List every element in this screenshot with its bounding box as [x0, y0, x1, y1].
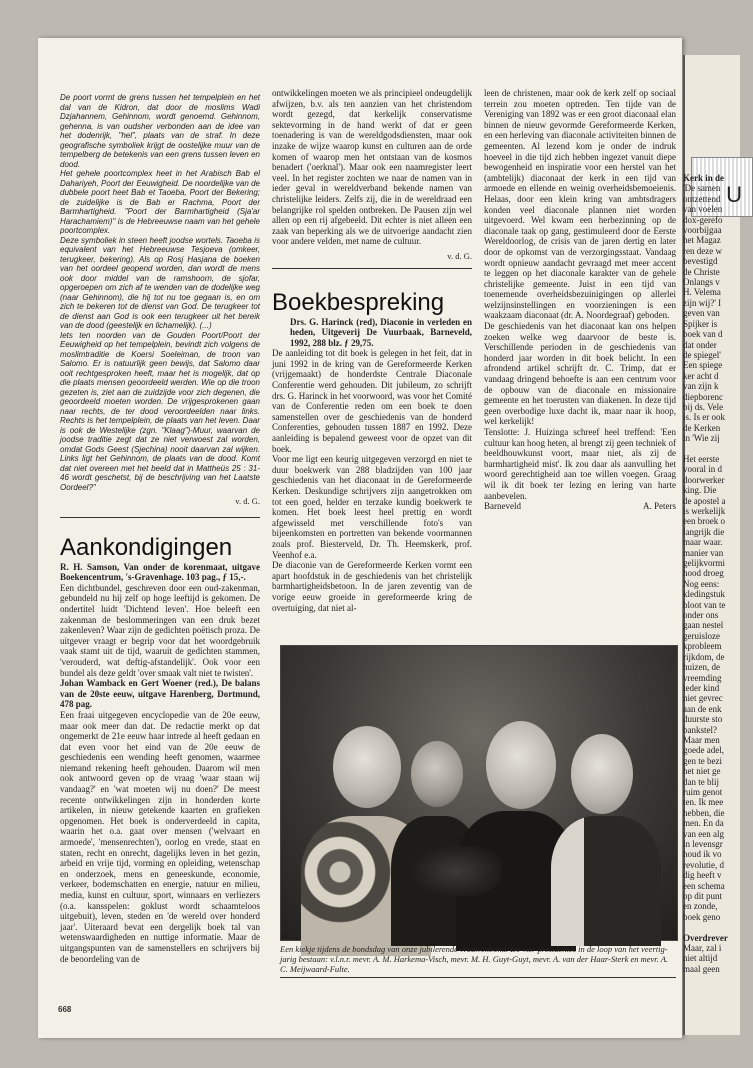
- next-page-line: Kerk in de: [683, 173, 725, 183]
- section-divider: [60, 517, 260, 518]
- page-number: 668: [58, 1005, 72, 1014]
- next-page-line: zijn wij?' I: [683, 297, 722, 308]
- photo-caption: Een kiekje tijdens de bondsdag van onze jubilerende vrouwenbond. De vier presidentes in de loop van het veertig-jarig bestaan: v.l.n.r. mevr. A. M. Harkema-Visch, mevr. M. H. Guyt-Guyt, mevr. A. van der Haar-Sterk en mevr. A. C. Meijwaard-Fulte.: [280, 944, 676, 978]
- next-page-line: de Christe: [683, 266, 720, 277]
- next-page-line: maar waar.: [683, 537, 723, 548]
- next-page-line: van een alg: [683, 828, 724, 839]
- next-page-line: langrijk die: [683, 526, 725, 537]
- next-page-line: is. Is er ook: [683, 412, 725, 423]
- next-page-line: rijkdom, de: [683, 651, 725, 662]
- next-page-line: de spiegel': [683, 349, 721, 360]
- next-page-line: de apostel a: [683, 495, 726, 506]
- next-page-line: voorbijgaa: [683, 225, 722, 236]
- next-page-line: vooral in d: [683, 464, 722, 475]
- next-page-line: men. En da: [683, 818, 724, 829]
- next-page-line: dat onder: [683, 339, 717, 350]
- review-book-head: Drs. G. Harinck (red), Diaconie in verleden en heden, Uitgeverij De Vuurbaak, Barneveld, 1992, 288 blz. ƒ 29,75.: [290, 316, 472, 348]
- next-page-line: gen te bezi: [683, 755, 722, 766]
- byline-place: Barneveld: [484, 501, 521, 512]
- next-page-line: ten. Ik mee: [683, 797, 724, 808]
- next-page-line: hebben, die: [683, 807, 725, 818]
- next-page-line: maal geen: [683, 963, 720, 974]
- next-page-line: in levensgr: [683, 839, 723, 849]
- announcement-1-head: R. H. Samson, Van onder de korenmaat, uitgave Boekencentrum, 's-Gravenhage. 103 pag., ƒ 15,-.: [60, 561, 260, 583]
- next-page-line: dig heeft v: [683, 870, 722, 881]
- next-page-line: bij ds. Vele: [683, 401, 724, 412]
- middle-column: [272, 88, 472, 613]
- next-page-line: van voelen: [683, 204, 723, 215]
- next-page-line: niet altijd: [683, 953, 718, 964]
- next-page-line: aan de enk: [683, 703, 722, 714]
- next-page-line: revolutie, d: [683, 859, 724, 870]
- next-page-line: boek geno: [683, 911, 721, 922]
- next-page-line: in 'Wie zij: [683, 433, 720, 444]
- next-page-line: en zonde,: [683, 901, 718, 912]
- next-page-line: huizen, de: [683, 662, 720, 673]
- next-page-line: gelijkvormi: [683, 558, 725, 569]
- review-paragraph-2: Voor me ligt een keurig uitgegeven verzorgd en niet te duur boekwerk van 288 bladzijden van 100 jaar geschiedenis van het diaconaat in de Gereformeerde Kerken. Deskundige schrijvers zijn aangetrokken om tot een goed, helder en terzake kundig boekwerk te komen. Het boek leest heel prettig en wordt afgewisseld met verschillende foto's van bijeenkomsten en portretten van bekende voormannen zoals prof. Biesterveld, Dr. Th. Heemskerk, prof. Veenhof e.a.: [272, 454, 472, 560]
- section-divider: [272, 268, 472, 269]
- intro-paragraph-3: Deze symboliek in steen heeft joodse wortels. Taoeba is equivalent van het Hebreeuwse Tesjoeva (omkeer, terugkeer, bekering). Als op Rosj Hasjana de boeken van het oordeel geopend worden, dan wordt de mens ook door middel van de ramshoorn, de sjofar, opgeroepen om zich af te wenden van de dodelijke weg (naar Gehinnom), die hij tot nu toe gegaan is, en om zich te bekeren tot de dienst van God. De terugkeer tot de dienst aan God is ook een terugkeer uit het bereik van de dood (geestelijk en lichamelijk). (...): [60, 235, 260, 330]
- next-page-line: hood droeg: [683, 568, 724, 579]
- group-photo: [280, 645, 678, 941]
- right-paragraph-3: Tenslotte: J. Huizinga schreef heel treffend: 'Een cultuur kan hoog heten, al brengt zij geen techniek of beeldhouwkunst voort, maar niet, als zij de barmhartigheid mist'. Ik zou daar als aanvulling het woord gerechtigheid aan toe willen voegen. Graag wil ik dit boek ter lezing en lering van harte aanbevelen.: [484, 427, 676, 501]
- next-page-line: bankstel?: [683, 724, 717, 735]
- next-page-line: de Kerken: [683, 422, 721, 433]
- next-page-line: Een spiege: [683, 360, 723, 371]
- right-paragraph-2: De geschiedenis van het diaconaat kan ons helpen zoeken welke weg daarvoor de beste is. Verschillende perioden in de geschiedenis van honderd jaar worden in dit boek belicht. In een afrondend artikel schrijft dr. C. Trimp, dat er vandaag dringend behoefte is aan een centrum voor de opbouw van de diaconale en missionaire gemeente en het toerusten van diakenen. In deze tijd geen overbodige luxe dacht ik, maar naar ik hoop, wel kerkelijk!: [484, 321, 676, 427]
- next-page-line: gaan nestel: [683, 620, 724, 631]
- next-page-line: [683, 444, 728, 454]
- next-page-line: ruim genot: [683, 786, 723, 797]
- review-continuation: ontwikkelingen moeten we als principieel ondeugdelijk afwijzen, b.v. als ten aanzien van het christendom wordt gezegd, dat kerkelijk conservatisme sektevorming in de hand werkt of dat er geen toenadering is van de wereldgodsdiensten, maar ook inzake de wijze waarop kunst en culturen aan de orde komen of waarop men het ontstaan van de kosmos benadert ('oerknal'). Maar ook een naamregister leert veel. In het register zochten we naar de namen van in ieder geval in wereldverband bekende namen van christelijke leiders. Zelfs zij, die in de wereldraad een belangrijke rol spelden ontbreken. De Pausen zijn wel allen op een rij afgebeeld. Dit echter is niet alleen een zaak van beperking als we de uitvoerige aandacht zien voor andere velden, met name de cultuur.: [272, 88, 472, 247]
- next-page-line: bloot van te: [683, 599, 726, 610]
- woman-2-face: [411, 741, 463, 807]
- next-page-line: kprobleem: [683, 641, 722, 652]
- next-page-line: 'De samen: [683, 183, 721, 194]
- next-page-text: [683, 173, 728, 974]
- next-page-line: diepborenc: [683, 391, 723, 402]
- next-page-line: duurste sto: [683, 714, 723, 725]
- intro-paragraph-1: De poort vormt de grens tussen het tempelplein en het dal van de Kidron, dat door de moslims Wadi Dzjahannem, Gehinnom, wordt genoemd. Gehinnom, gehenna, is van oudsher verbonden aan de idee van het dodenrijk, "hel", plaats van de straf. In deze geografische symboliek krijgt de oostelijke muur van de tempelberg de betekenis van een grens tussen leven en dood.: [60, 93, 260, 169]
- next-page-line: boek van d: [683, 329, 723, 340]
- next-page-line: op dit punt: [683, 891, 723, 902]
- byline-author: A. Peters: [643, 501, 676, 512]
- next-page-line: houd ik vo: [683, 849, 722, 860]
- next-page-line: king. Die: [683, 485, 717, 496]
- next-page-line: niet gevrec: [683, 693, 723, 704]
- next-page-line: ker acht d: [683, 370, 719, 381]
- woman-4-dress: [551, 816, 661, 946]
- review-byline: [484, 501, 676, 512]
- next-page-line: is werkelijk: [683, 506, 726, 516]
- intro-paragraph-4: Iets ten noorden van de Gouden Poort/Poort der Eeuwigheid op het tempelplein, bevindt zich volgens de moslimtraditie de Koersi Soeleiman, de troon van Salomo. Er is natuurlijk geen bewijs, dat Salomo daar ooit rechtgesproken heeft, maar het is mogelijk, dat op die plaats mensen geoordeeld werden. Wie op die troon gezeten is, ziet aan de zuidzijde voor zich degenen, die geoordeeld moeten worden. De vrijgesprokenen gaan naar rechts, de ter dood veroordeelden naar links. Rechts is het tempelplein, de plaats van het leven. Daar is ook de Westelijke (zgn. "Klaag")-Muur, waarvan de joodse traditie zegt dat ze niet verwoest zal worden, omdat Gods Geest (Sjechina) nooit daarvan zal wijken. Links ligt het Gehinnom, de plaats van de dood. Komt dat niet overeen met het beeld dat in Mattheüs 25 : 31-46 wordt geschetst, bij de beschrijving van het Laatste Oordeel?": [60, 330, 260, 492]
- review-paragraph-1: De aanleiding tot dit boek is gelegen in het feit, dat in juni 1992 in de kring van de Gereformeerde Kerken (vrijgemaakt) de honderdste Centrale Diaconale Conferentie werd gehouden. Dit jubileum, zo schrijft drs. G. Harinck in het voorwoord, was voor het Comité van de Conferentie reden om een boek te doen samenstellen over de geschiedenis van de honderd Conferenties, gehouden tussen 1887 en 1992. Deze aanleiding is bepalend geweest voor de opzet van dit boek.: [272, 348, 472, 454]
- next-page-line: geruisloze: [683, 630, 720, 641]
- next-page-line: Nog eens:: [683, 578, 720, 589]
- banner-letter: U: [726, 182, 742, 207]
- aankondigingen-title: Aankondigingen: [60, 533, 233, 561]
- right-paragraph-1: leen de christenen, maar ook de kerk zelf op sociaal terrein zou moeten optreden. Ten tijde van de Vereniging van 1892 was er een groot diaconaal elan binnen de nieuw gevormde Gereformeerde Kerken, en een herleving van diaconale activiteiten binnen de gemeenten. Al lezend kom je onder de indruk hoeveel in die tijd zich hebben ingezet vanuit diepe bewogenheid en inspiratie voor een herstel van het (ambtelijk) diaconaat der kerk in een tijd van armoede en ellende en weinig overheidsbemoeienis. Helaas, door een klein kring van ambtsdragers konden veel diaconale plannen niet worden uitgevoerd. Wel kwam een herbezinning op de diaconale taak op gang, gestimuleerd door de Eerste Wereldoorlog, de crisis van de jaren dertig en later door de opkomst van de verzorgingsstaat. Vandaag wordt opnieuw aandacht gevraagd met meer accent te leggen op het diaconale karakter van de gehele christelijke gemeente. Juist in een tijd van toenemende overheidsbezuinigingen op allerlei welzijnsinstellingen en voorzieningen is een waakzaam diaconaat (dr. A. Noordegraaf) geboden.: [484, 88, 676, 321]
- next-page-line: vreemding: [683, 672, 722, 683]
- next-page-line: Onlangs v: [683, 277, 720, 288]
- left-column: [60, 93, 260, 964]
- next-page-line: onder ons: [683, 610, 719, 621]
- announcement-2-body: Een fraai uitgegeven encyclopedie van de 20e eeuw, maar ook meer dan dat. De redactie merkt op dat ongemerkt de 21e eeuw haar intrede al heeft gedaan en dat even voor het eind van de 20e eeuw de geschiedenis een wending heeft genomen, waarmee niemand rekening heeft gehouden. Daarom wil men ook antwoord geven op de vraag 'waar staan wij vandaag?' en 'wat moeten wij nu doen?' De meest recente ontwikkelingen zijn in honderden korte artikelen, in nieuw getekende kaarten en grafieken opgenomen. Het boek is onderverdeeld in capita, waarin het o.a. gaat over mensen ('welvaart en armoede', 'mensenrechten'), oorlog en vrede, staat en staten, recht en onrecht, dagelijks leven in het gezin, arbeid en vrije tijd, vorming en opleiding, wetenschap en onderzoek, mens en geneeskunde, economie, verkeer, bodemschatten en energie, natuur en milieu, media, kunst en cultuur, sport, winnaars en verliezers (o.a. kansspelen: goklust wordt schaamteloos uitgebuit), leven, steden en 'de wereld over honderd jaar'. Uiteraard bevat een dergelijk boek tal van wetenswaardigheden en nuttige informatie. Maar de uitgangspunten van de samenstellers en schrijvers bij de beoordeling van de: [60, 709, 260, 964]
- next-page-line: een broek o: [683, 516, 725, 527]
- intro-quote: [60, 93, 260, 492]
- next-page-line: manier van: [683, 547, 724, 558]
- next-page-edge: [683, 55, 740, 1035]
- woman-1-face: [333, 726, 401, 808]
- intro-paragraph-2: Het gehele poortcomplex heet in het Arabisch Bab el Dahariyeh, Poort der Eeuwigheid. De noordelijke van de dubbele poort heet Bab et Taoeba, Poort der Bekering; de zuidelijke is de Bab er Rachma, Poort der Barmhartigheid. "Poort der Barmhartigheid (Sja'ar Harachamiem)" is de Hebreeuwse naam van het gehele poortcomplex.: [60, 169, 260, 235]
- next-page-line: het Magaz: [683, 235, 721, 246]
- next-page-line: van zijn k: [683, 381, 719, 392]
- next-page-line: bevestigd: [683, 256, 718, 267]
- next-page-line: ren deze w: [683, 245, 722, 256]
- woman-3-face: [486, 721, 556, 809]
- next-page-line: Spijker is: [683, 318, 718, 329]
- next-page-line: Het eerste: [683, 453, 720, 464]
- review-signature: v. d. G.: [447, 250, 472, 261]
- next-page-line: een schema: [683, 880, 725, 891]
- right-column: [484, 88, 676, 512]
- next-page-line: H. Velema: [683, 287, 721, 298]
- next-page-line: dan te blij: [683, 776, 719, 787]
- next-page-line: kledingstuk: [683, 589, 725, 600]
- next-page-line: ontzettend: [683, 193, 721, 204]
- next-page-line: dox-gerefo: [683, 214, 723, 225]
- flower-bouquet: [411, 846, 501, 896]
- announcement-2-head: Johan Wamback en Gert Woener (red.), De balans van de 20ste eeuw, uitgave Harenberg, Dortmund, 478 pag.: [60, 678, 260, 710]
- announcement-1-body: Een dichtbundel, geschreven door een oud-zakenman, gebundeld nu hij zelf op hoge leeftijd is gekomen. De ondertitel luidt 'Dichtend leven'. Hoe beleeft een zakenman de beslommeringen van een druk bezet zakenleven? Waar zijn de gedichten poëtisch proza. De uitgever vraagt er begrip voor dat het woordgebruik vaak stamt uit de tijd, waaruit de gedichten stammen, 'verouderd, wat deftig-afstandelijk'. Ook voor een bundel als deze geldt 'over smaak valt niet te twisten'.: [60, 582, 260, 678]
- next-page-line: Maar men: [683, 734, 720, 745]
- next-page-line: goede adel,: [683, 745, 724, 756]
- boekbespreking-title: Boekbespreking: [272, 288, 445, 316]
- woman-4-face: [571, 734, 633, 814]
- next-page-line: het niet ge: [683, 766, 721, 777]
- next-page-line: [683, 922, 728, 932]
- next-page-line: geven van: [683, 308, 720, 319]
- next-page-line: doorwerker: [683, 474, 725, 485]
- next-page-line: Overdrever: [683, 932, 728, 943]
- next-page-line: Maar, zal i: [683, 943, 722, 954]
- intro-signature: v. d. G.: [235, 496, 260, 506]
- next-page-line: ieder kind: [683, 682, 720, 693]
- review-paragraph-3: De diaconie van de Gereformeerde Kerken vormt een apart hoofdstuk in de geschiedenis van het christelijk barmhartigheidsbetoon. In de jaren zeventig van de vorige eeuw groeide in gereformeerde kring de overtuiging, dat niet al-: [272, 560, 472, 613]
